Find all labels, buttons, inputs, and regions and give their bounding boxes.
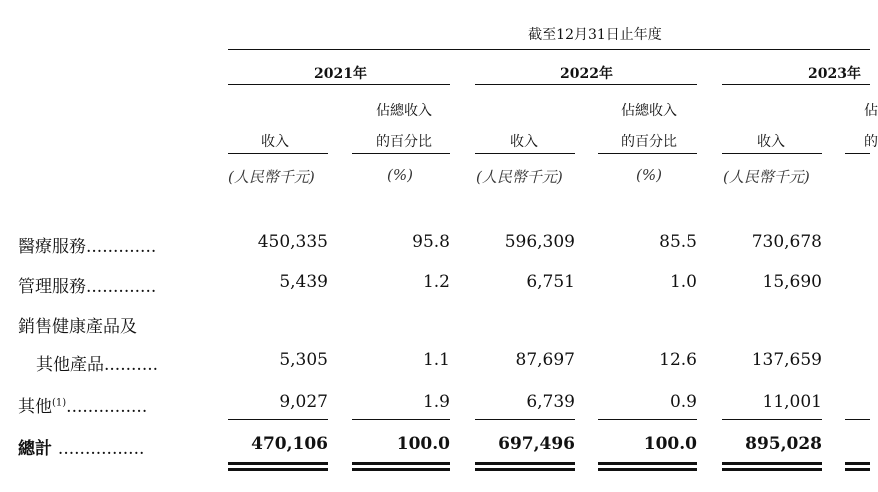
cell-total-pct-2022: 100.0 [643, 434, 697, 454]
year-2023-rule [722, 84, 870, 85]
row-label-other-products: 其他產品.......... [36, 355, 159, 375]
row-label-medical: 醫療服務............. [18, 237, 157, 257]
cell-others-2023: 11,001 [762, 392, 822, 412]
subtotal-rule-pct-2022 [598, 419, 697, 420]
row-label-management: 管理服務............. [18, 277, 157, 297]
row-label-others: 其他$^{(1)}$............... [18, 397, 148, 417]
total-double-rule-e1 [722, 462, 822, 465]
unit-revenue-2021: (人民幣千元) [228, 168, 315, 186]
cell-management-2023: 15,690 [762, 272, 822, 292]
revenue-header-2022: 收入 [510, 134, 538, 150]
year-2021-rule [228, 84, 450, 85]
total-double-rule-a1 [228, 462, 328, 465]
total-double-rule-c2 [475, 468, 575, 471]
cell-management-pct-2022: 1.0 [669, 272, 697, 292]
cell-medical-pct-2021: 95.8 [412, 232, 450, 252]
pct-2023-rule [845, 153, 870, 154]
subtotal-rule-rev-2022 [475, 419, 575, 420]
cell-others-2021: 9,027 [279, 392, 328, 412]
subtotal-rule-rev-2023 [722, 419, 822, 420]
pct-header-2022-line2: 的百分比 [621, 134, 677, 150]
total-double-rule-e2 [722, 468, 822, 471]
pct-2022-rule [598, 153, 697, 154]
total-double-rule-f1 [845, 462, 870, 465]
cell-management-2022: 6,751 [526, 272, 575, 292]
subtotal-rule-pct-2021 [352, 419, 450, 420]
period-rule [228, 49, 870, 50]
pct-header-2021-line2: 的百分比 [376, 134, 432, 150]
pct-header-2022-line1: 佔總收入 [621, 103, 677, 119]
cell-other-products-2023: 137,659 [751, 350, 822, 370]
revenue-2023-rule [722, 153, 822, 154]
total-double-rule-d1 [598, 462, 697, 465]
cell-others-pct-2021: 1.9 [422, 392, 450, 412]
revenue-2022-rule [475, 153, 575, 154]
cell-other-products-2022: 87,697 [515, 350, 575, 370]
year-2022: 2022年 [560, 66, 613, 82]
year-2023: 2023年 [808, 66, 861, 82]
revenue-header-2021: 收入 [261, 134, 289, 150]
subtotal-rule-pct-2023 [845, 419, 870, 420]
cell-medical-2022: 596,309 [504, 232, 575, 252]
row-label-health-products: 銷售健康產品及 [18, 317, 137, 337]
footnote-marker: (1) [52, 397, 67, 409]
unit-pct-2022: (%) [636, 166, 662, 184]
year-2022-rule [475, 84, 697, 85]
revenue-2021-rule [228, 153, 328, 154]
total-double-rule-b2 [352, 468, 450, 471]
cell-total-2021: 470,106 [251, 434, 328, 454]
pct-header-2021-line1: 佔總收入 [376, 103, 432, 119]
pct-header-2023-line1: 佔 [864, 103, 878, 119]
cell-total-2022: 697,496 [498, 434, 575, 454]
cell-other-products-2021: 5,305 [279, 350, 328, 370]
total-double-rule-d2 [598, 468, 697, 471]
row-label-total: 總計 ................ [18, 439, 145, 459]
revenue-header-2023: 收入 [757, 134, 785, 150]
cell-total-2023: 895,028 [745, 434, 822, 454]
cell-other-products-pct-2022: 12.6 [659, 350, 697, 370]
cell-other-products-pct-2021: 1.1 [422, 350, 450, 370]
year-2021: 2021年 [314, 66, 367, 82]
unit-revenue-2023: (人民幣千元) [723, 168, 810, 186]
total-double-rule-f2 [845, 468, 870, 471]
cell-total-pct-2021: 100.0 [396, 434, 450, 454]
cell-medical-pct-2022: 85.5 [659, 232, 697, 252]
cell-management-pct-2021: 1.2 [422, 272, 450, 292]
subtotal-rule-rev-2021 [228, 419, 328, 420]
total-double-rule-c1 [475, 462, 575, 465]
total-double-rule-b1 [352, 462, 450, 465]
cell-others-2022: 6,739 [526, 392, 575, 412]
pct-2021-rule [352, 153, 450, 154]
period-title: 截至12月31日止年度 [528, 27, 662, 43]
pct-header-2023-line2: 的 [864, 134, 878, 150]
cell-management-2021: 5,439 [279, 272, 328, 292]
total-double-rule-a2 [228, 468, 328, 471]
unit-revenue-2022: (人民幣千元) [476, 168, 563, 186]
unit-pct-2021: (%) [387, 166, 413, 184]
cell-medical-2021: 450,335 [257, 232, 328, 252]
cell-others-pct-2022: 0.9 [669, 392, 697, 412]
cell-medical-2023: 730,678 [751, 232, 822, 252]
